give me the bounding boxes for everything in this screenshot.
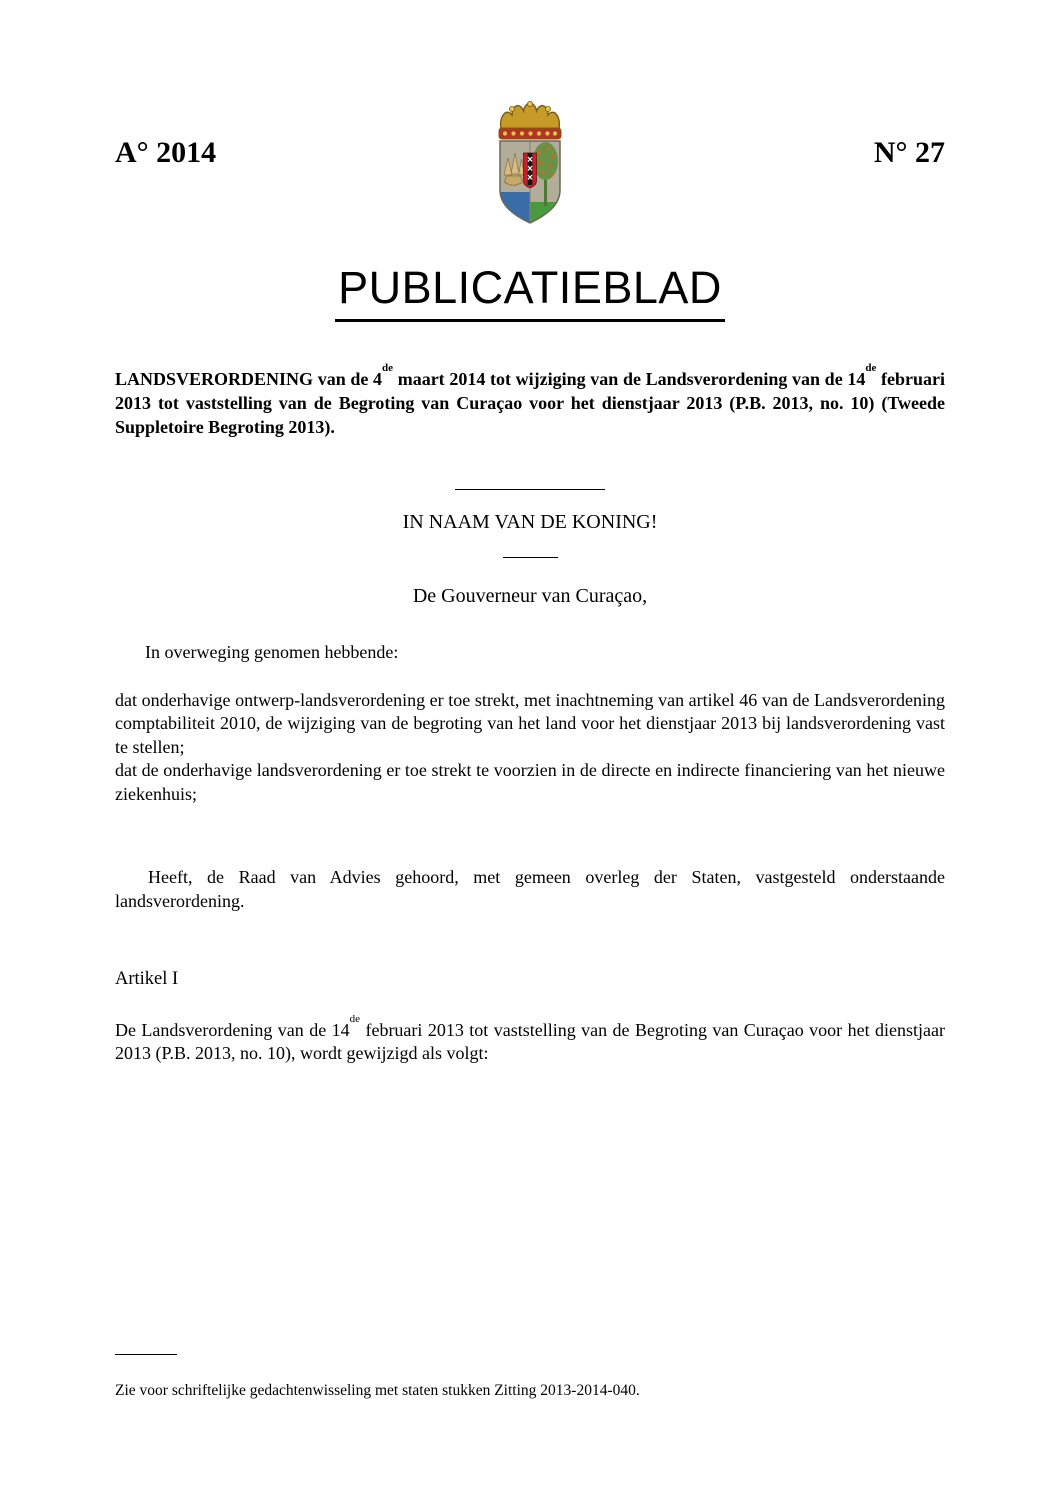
- footnote: [115, 1354, 945, 1400]
- shield: [500, 141, 560, 224]
- article-1-heading: Artikel I: [115, 969, 179, 990]
- preamble-text-1: LANDSVERORDENING van de 4: [115, 369, 383, 389]
- consideration-paragraph-1: dat onderhavige ontwerp-landsverordening er toe strekt, met inachtneming van artikel 46 van de Landsverordening comptabiliteit 2010, de wijziging van de begroting van het land voor het dienstjaar 2013 bij landsverordening vast te stellen;: [115, 689, 945, 757]
- masthead: [115, 0, 945, 226]
- footnote-separator-line: [115, 1354, 177, 1355]
- page-title-text: PUBLICATIEBLAD: [335, 262, 725, 322]
- ordinal-superscript: de: [865, 362, 877, 374]
- footnote-text: Zie voor schriftelijke gedachtenwisseling met staten stukken Zitting 2013-2014-040.: [115, 1381, 640, 1399]
- ordinal-superscript: de: [382, 362, 394, 374]
- year-label: A° 2014: [115, 136, 217, 169]
- considering-line: In overweging genomen hebbende:: [145, 642, 399, 663]
- article-1-body: [115, 1012, 945, 1066]
- number-label: N° 27: [873, 136, 945, 169]
- preamble-text-2: maart 2014 tot wijziging van de Landsverordening van de 14: [393, 369, 866, 389]
- separator-line-long: [455, 489, 605, 490]
- governor-line: De Gouverneur van Curaçao,: [412, 585, 648, 608]
- consideration-paragraph-2: dat de onderhavige landsverordening er toe strekt te voorzien in de directe en indirecte financiering van het nieuwe ziekenhuis;: [115, 760, 945, 804]
- separator-line-short: [503, 557, 558, 558]
- amsterdam-escutcheon-icon: [524, 153, 537, 188]
- article-1-text-1: De Landsverordening van de 14: [115, 1019, 350, 1040]
- page-title: [115, 262, 945, 322]
- coat-of-arms-graphic: [485, 98, 575, 226]
- in-name-of-king-line: IN NAAM VAN DE KONING!: [402, 511, 658, 534]
- ordinal-superscript: de: [349, 1012, 361, 1025]
- crown-icon: [499, 101, 561, 139]
- enactment-paragraph: Heeft, de Raad van Advies gehoord, met gemeen overleg der Staten, vastgesteld onderstaande landsverordening.: [115, 867, 945, 911]
- preamble-paragraph: [115, 362, 945, 439]
- curacao-coat-of-arms: [485, 98, 575, 226]
- preamble-text-3: februari 2013 tot vaststelling van de Begroting van Curaçao voor het dienstjaar 2013 (P.B. 2013, no. 10) (Tweede Suppletoire Begroting 2013).: [115, 369, 945, 437]
- article-1-text-2: februari 2013 tot vaststelling van de Begroting van Curaçao voor het dienstjaar 2013 (P.B. 2013, no. 10), wordt gewijzigd als volgt:: [115, 1019, 945, 1064]
